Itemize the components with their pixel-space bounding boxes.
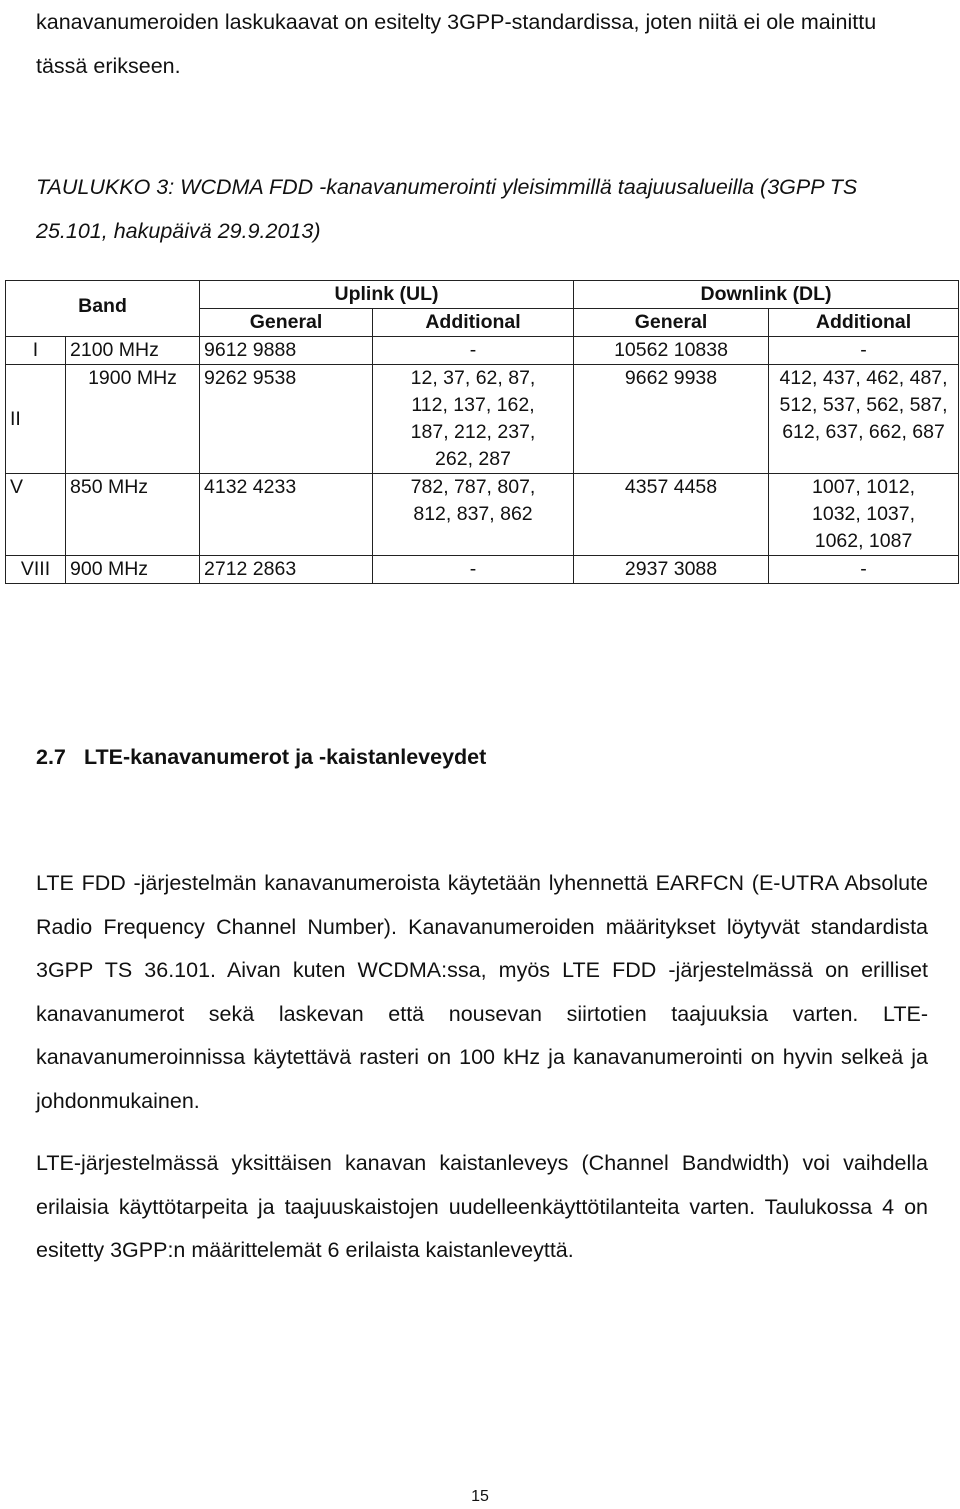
table-row — [6, 474, 959, 556]
header-ul-general: General — [200, 309, 373, 337]
dl-general-cell: 2937 3088 — [574, 556, 769, 584]
ul-additional-cell: 782, 787, 807, 812, 837, 862 — [373, 474, 574, 556]
section-number: 2.7 — [36, 745, 66, 769]
ul-additional-cell: - — [373, 556, 574, 584]
dl-general-cell: 10562 10838 — [574, 337, 769, 365]
section-heading — [36, 740, 486, 774]
header-band: Band — [6, 281, 200, 337]
dl-general-cell: 9662 9938 — [574, 365, 769, 474]
dl-additional-cell: - — [769, 556, 959, 584]
body-paragraph: LTE-järjestelmässä yksittäisen kanavan kaistanleveys (Channel Bandwidth) voi vaihdella erilaisia käyttötarpeita ja taajuuskaistojen uudelleenkäyttötilanteita varten. Taulukossa 4 on esitetty 3GPP:n määrittelemät 6 erilaista kaistanleveyttä. — [36, 1151, 928, 1262]
band-number: V — [6, 474, 66, 556]
ul-general-cell: 4132 4233 — [200, 474, 373, 556]
ul-general-cell: 2712 2863 — [200, 556, 373, 584]
band-frequency: 850 MHz — [66, 474, 200, 556]
band-frequency: 900 MHz — [66, 556, 200, 584]
table-header-row — [6, 281, 959, 309]
band-frequency: 1900 MHz — [66, 365, 200, 474]
band-number: I — [6, 337, 66, 365]
table-row — [6, 556, 959, 584]
ul-additional-cell: - — [373, 337, 574, 365]
dl-additional-cell: 1007, 1012, 1032, 1037, 1062, 1087 — [769, 474, 959, 556]
header-dl-additional: Additional — [769, 309, 959, 337]
body-paragraph: LTE FDD -järjestelmän kanavanumeroista käytetään lyhennettä EARFCN (E-UTRA Absolute Radio Frequency Channel Number). Kanavanumeroiden määritykset löytyvät standardista 3GPP TS 36.101. Aivan kuten WCDMA:ssa, myös LTE FDD -järjestelmässä on erilliset kanavanumerot sekä laskevan että nousevan siirtotien taajuuksia varten. LTE-kanavanumeroinnissa käytettävä rasteri on 100 kHz ja kanavanumerointi on hyvin selkeä ja johdonmukainen. — [36, 871, 928, 1113]
band-number: II — [6, 365, 66, 474]
intro-paragraph: kanavanumeroiden laskukaavat on esitelty 3GPP-standardissa, joten niitä ei ole mainittu tässä erikseen. — [36, 10, 877, 78]
header-uplink: Uplink (UL) — [200, 281, 574, 309]
page-number: 15 — [471, 1488, 489, 1505]
header-ul-additional: Additional — [373, 309, 574, 337]
ul-general-cell: 9262 9538 — [200, 365, 373, 474]
table-row — [6, 337, 959, 365]
band-frequency: 2100 MHz — [66, 337, 200, 365]
header-downlink: Downlink (DL) — [574, 281, 959, 309]
header-dl-general: General — [574, 309, 769, 337]
dl-general-cell: 4357 4458 — [574, 474, 769, 556]
ul-additional-cell: 12, 37, 62, 87, 112, 137, 162, 187, 212, 237, 262, 287 — [373, 365, 574, 474]
ul-general-cell: 9612 9888 — [200, 337, 373, 365]
dl-additional-cell: - — [769, 337, 959, 365]
table-caption: TAULUKKO 3: WCDMA FDD -kanavanumerointi yleisimmillä taajuusalueilla (3GPP TS 25.101, hakupäivä 29.9.2013) — [36, 175, 858, 243]
table-row — [6, 365, 959, 474]
band-number: VIII — [6, 556, 66, 584]
wcdma-channel-table — [5, 280, 959, 584]
dl-additional-cell: 412, 437, 462, 487, 512, 537, 562, 587, 612, 637, 662, 687 — [769, 365, 959, 474]
section-title: LTE-kanavanumerot ja -kaistanleveydet — [84, 745, 487, 769]
